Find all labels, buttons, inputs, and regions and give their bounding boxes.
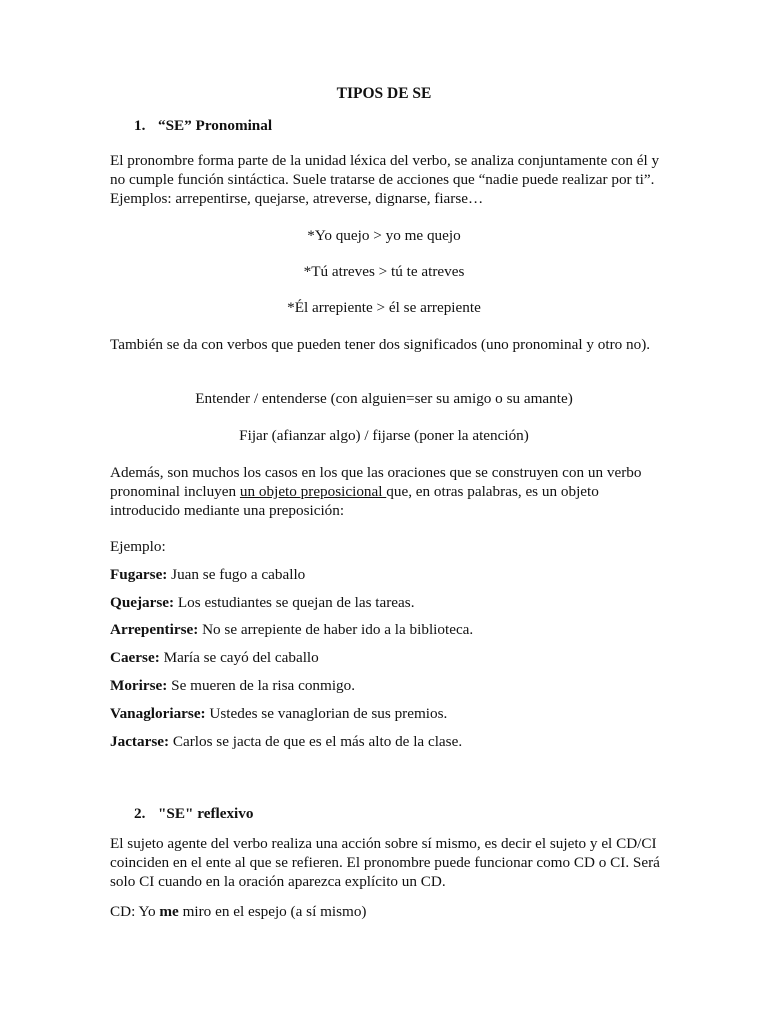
section-2-heading (134, 805, 253, 823)
cd-example (110, 903, 367, 921)
verb-example-morirse (110, 677, 355, 695)
verb-sentence: Carlos se jacta de que es el más alto de la clase. (169, 733, 463, 750)
objeto-preposicional-underlined: un objeto preposicional (239, 483, 387, 500)
verb-label: Vanagloriarse: (110, 705, 206, 722)
verb-example-caerse (110, 649, 319, 667)
also-paragraph: También se da con verbos que pueden tener dos significados (uno pronominal y otro no). (110, 336, 651, 353)
verb-example-arrepentirse (110, 621, 473, 639)
verb-label: Caerse: (110, 649, 160, 666)
document-title: TIPOS DE SE (336, 85, 432, 102)
ademas-text-before: Además, son muchos los casos en los que las oraciones que se construyen con un verbo pronominal incluyen (110, 464, 642, 500)
verb-sentence: No se arrepiente de haber ido a la biblioteca. (198, 621, 474, 638)
section-1-number: 1. (134, 117, 146, 134)
example-line-1: *Yo quejo > yo me quejo (307, 227, 461, 244)
example-line-3: *Él arrepiente > él se arrepiente (287, 299, 481, 316)
verb-label: Quejarse: (110, 594, 175, 611)
ademas-text-after: que, en otras palabras, es un objeto introducido mediante una preposición: (110, 483, 599, 519)
ademas-paragraph (110, 463, 662, 520)
verb-label: Fugarse: (110, 566, 168, 583)
verb-sentence: Ustedes se vanaglorian de sus premios. (205, 705, 448, 722)
cd-text-before: CD: Yo (110, 903, 160, 920)
pair-line-2: Fijar (afianzar algo) / fijarse (poner la atención) (239, 427, 529, 444)
section-1-title: “SE” Pronominal (158, 117, 273, 134)
verb-example-vanagloriarse (110, 705, 447, 723)
verb-example-quejarse (110, 594, 415, 612)
cd-text-after: miro en el espejo (a sí mismo) (178, 903, 367, 920)
section-2-intro: El sujeto agente del verbo realiza una acción sobre sí mismo, es decir el sujeto y el CD/CI coinciden en el ente al que se refieren. El pronombre puede funcionar como CD o CI. Será solo CI cuando en la oración aparezca explícito un CD. (110, 835, 660, 890)
ejemplo-label: Ejemplo: (110, 538, 166, 555)
section-1-heading (134, 117, 272, 135)
verb-example-jactarse (110, 733, 462, 751)
verb-label: Arrepentirse: (110, 621, 199, 638)
verb-label: Morirse: (110, 677, 168, 694)
verb-label: Jactarse: (110, 733, 170, 750)
cd-pronoun-bold: me (159, 903, 179, 920)
section-2-number: 2. (134, 805, 146, 822)
verb-sentence: Se mueren de la risa conmigo. (167, 677, 356, 694)
pair-line-1: Entender / entenderse (con alguien=ser su amigo o su amante) (195, 390, 573, 407)
verb-example-fugarse (110, 566, 305, 584)
section-1-intro: El pronombre forma parte de la unidad léxica del verbo, se analiza conjuntamente con él y no cumple función sintáctica. Suele tratarse de acciones que “nadie puede realizar por ti”. Ejemplos: arrepentirse, quejarse, atreverse, dignarse, fiarse… (110, 152, 660, 207)
example-line-2: *Tú atreves > tú te atreves (303, 263, 465, 280)
section-2-title: "SE" reflexivo (158, 805, 254, 822)
verb-sentence: María se cayó del caballo (159, 649, 319, 666)
verb-sentence: Los estudiantes se quejan de las tareas. (174, 594, 415, 611)
verb-sentence: Juan se fugo a caballo (167, 566, 306, 583)
